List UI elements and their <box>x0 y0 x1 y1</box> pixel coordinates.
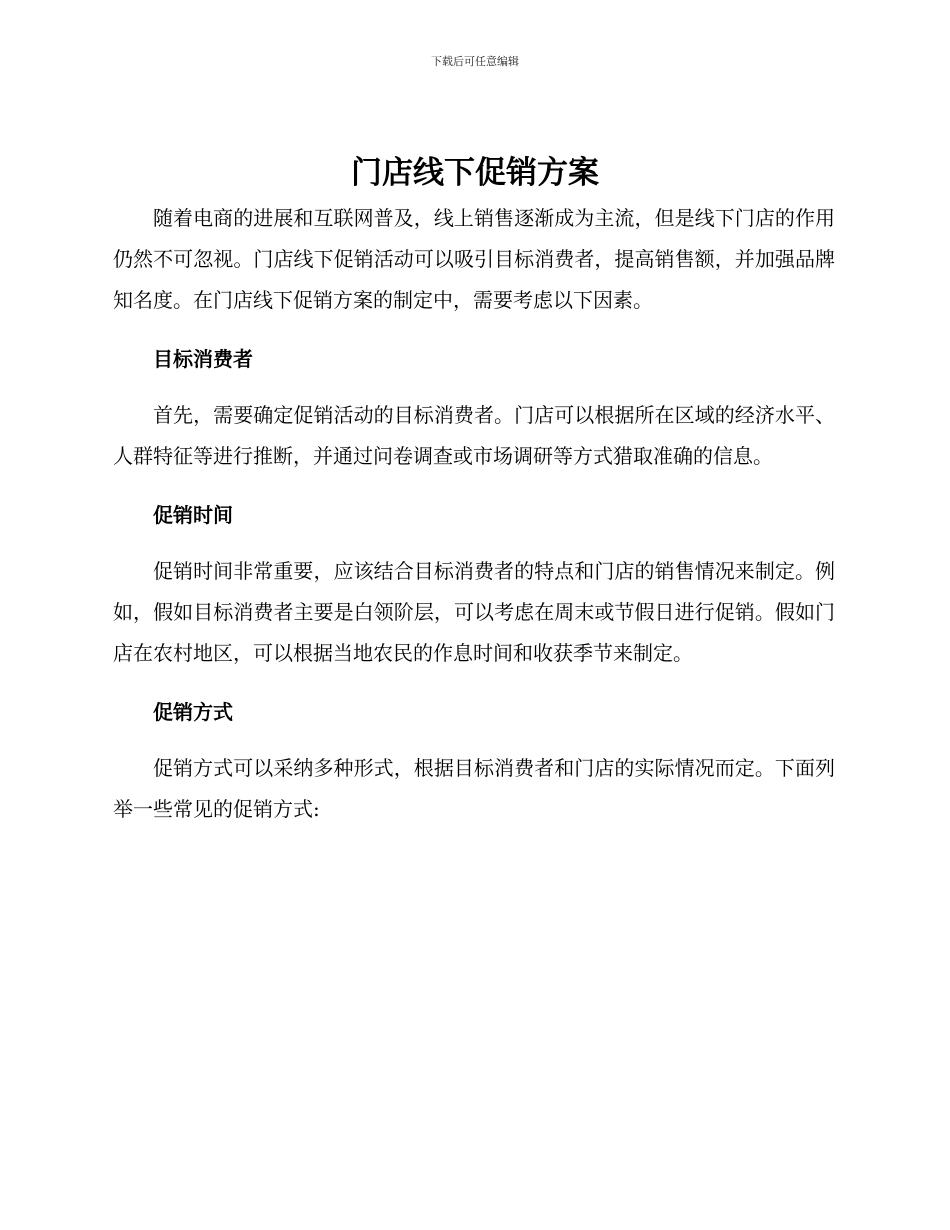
section-paragraph-promotion-time: 促销时间非常重要，应该结合目标消费者的特点和门店的销售情况来制定。例如，假如目标消费者主要是白领阶层，可以考虑在周末或节假日进行促销。假如门店在农村地区，可以根据当地农民的作息时间和收获季节来制定。 <box>113 559 835 665</box>
section-paragraph-promotion-methods: 促销方式可以采纳多种形式，根据目标消费者和门店的实际情况而定。下面列举一些常见的促销方式: <box>113 756 835 821</box>
section-paragraph-target-consumers: 首先，需要确定促销活动的目标消费者。门店可以根据所在区域的经济水平、人群特征等进行推断，并通过问卷调查或市场调研等方式猎取准确的信息。 <box>113 403 835 468</box>
document-body <box>113 198 835 830</box>
header-note: 下载后可任意编辑 <box>431 55 519 68</box>
section-heading-promotion-time: 促销时间 <box>153 503 233 527</box>
document-title: 门店线下促销方案 <box>351 155 599 191</box>
section-heading-promotion-methods: 促销方式 <box>153 700 233 724</box>
section-heading-target-consumers: 目标消费者 <box>153 347 253 371</box>
intro-paragraph: 随着电商的进展和互联网普及，线上销售逐渐成为主流，但是线下门店的作用仍然不可忽视。门店线下促销活动可以吸引目标消费者，提高销售额，并加强品牌知名度。在门店线下促销方案的制定中，需要考虑以下因素。 <box>113 206 835 312</box>
